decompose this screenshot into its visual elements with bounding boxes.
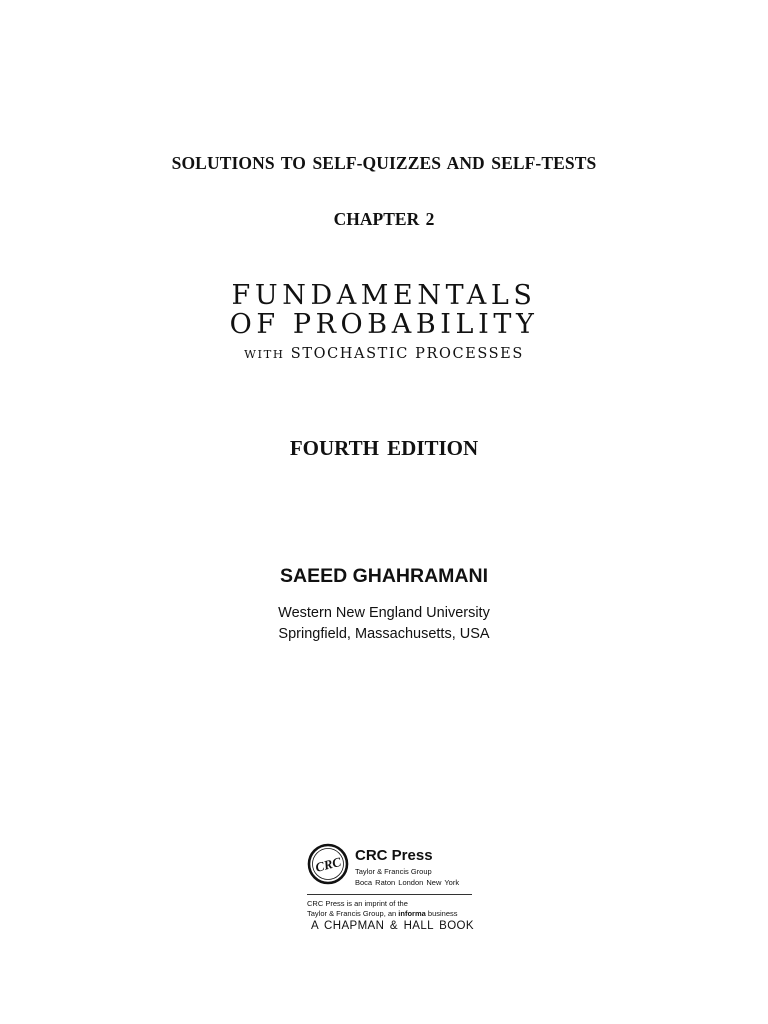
publisher-imprint-line1: CRC Press is an imprint of the [307, 899, 408, 908]
publisher-imprint-line2 [307, 909, 458, 918]
crc-logo-icon [307, 843, 349, 885]
imprint-prefix: Taylor & Francis Group, an [307, 909, 399, 918]
series-label: A CHAPMAN & HALL BOOK [311, 920, 474, 932]
publisher-divider [307, 894, 472, 895]
publisher-group: Taylor & Francis Group [355, 867, 432, 876]
subtitle-with: WITH [244, 347, 285, 361]
author-affiliation-location: Springfield, Massachusetts, USA [278, 626, 490, 642]
author-affiliation-university: Western New England University [278, 605, 490, 621]
crc-logo-text: CRC [313, 854, 343, 875]
subtitle-main: STOCHASTIC PROCESSES [290, 346, 524, 362]
imprint-suffix: business [425, 909, 458, 918]
chapter-heading: CHAPTER 2 [333, 209, 435, 229]
publisher-name: CRC Press [355, 847, 433, 864]
solutions-heading: SOLUTIONS TO SELF-QUIZZES AND SELF-TESTS [171, 153, 597, 173]
book-title-line1: FUNDAMENTALS [231, 280, 537, 311]
book-subtitle [0, 346, 768, 362]
edition-label: FOURTH EDITION [289, 436, 479, 460]
imprint-brand: informa [398, 909, 426, 918]
book-title-line2: OF PROBABILITY [229, 309, 539, 340]
publisher-cities: Boca Raton London New York [355, 878, 460, 887]
author-name: SAEED GHAHRAMANI [279, 565, 488, 587]
publisher-logo-block [307, 843, 482, 938]
